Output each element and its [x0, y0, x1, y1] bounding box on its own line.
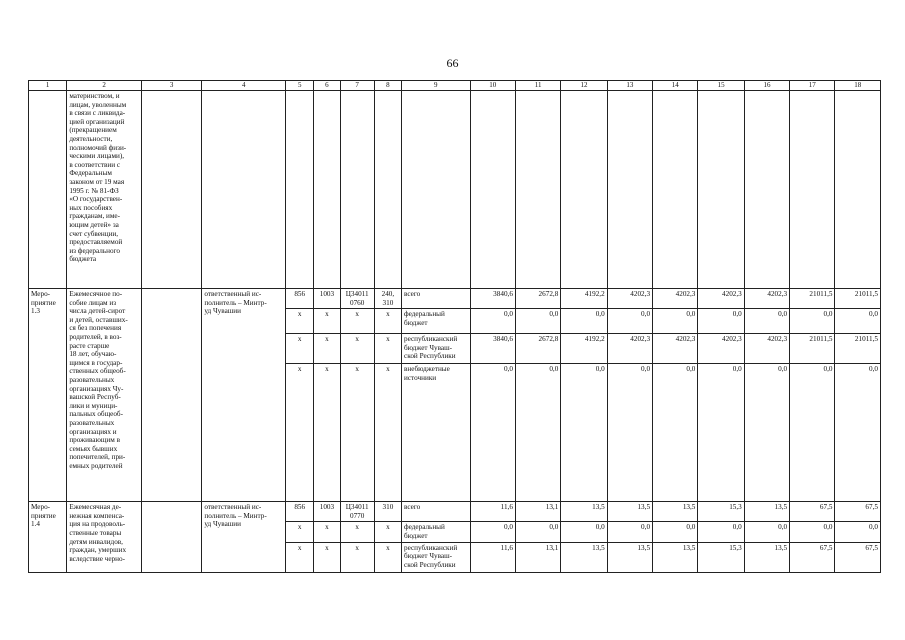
funding-value: 4202,3 [607, 289, 652, 309]
expense-type-code: x [374, 364, 401, 502]
funding-value: 13,5 [607, 542, 652, 572]
column-number-5: 5 [286, 81, 314, 91]
funding-value: 0,0 [607, 364, 652, 502]
funding-value: 21011,5 [835, 289, 881, 309]
program-table [28, 80, 881, 573]
target-article-code: x [340, 309, 374, 334]
column-number-1: 1 [29, 81, 67, 91]
expense-type-code: x [374, 334, 401, 364]
funding-value: 13,5 [561, 502, 607, 522]
funding-value: 4202,3 [607, 334, 652, 364]
continuation-cell-12 [561, 91, 607, 289]
funding-value: 0,0 [835, 309, 881, 334]
funding-value: 3840,6 [470, 289, 515, 309]
funding-value: 67,5 [835, 542, 881, 572]
funding-value: 67,5 [835, 502, 881, 522]
funding-value: 13,1 [515, 502, 560, 522]
section-code: x [314, 542, 340, 572]
section-code: x [314, 364, 340, 502]
continuation-cell-10 [470, 91, 515, 289]
continuation-cell-13 [607, 91, 652, 289]
funding-value: 0,0 [698, 364, 744, 502]
funding-value: 0,0 [744, 309, 789, 334]
funding-value: 21011,5 [790, 289, 835, 309]
funding-value: 0,0 [698, 522, 744, 542]
funding-value: 21011,5 [790, 334, 835, 364]
funding-value: 0,0 [653, 309, 698, 334]
funding-source: республиканский бюджет Чуваш- ской Республики [402, 334, 471, 364]
funding-value: 4202,3 [744, 334, 789, 364]
column-number-14: 14 [653, 81, 698, 91]
funding-value: 0,0 [790, 522, 835, 542]
funding-value: 15,3 [698, 542, 744, 572]
measure-executor: ответственный ис- полнитель – Минтр- уд Чувашии [202, 289, 286, 502]
measure-executor: ответственный ис- полнитель – Минтр- уд Чувашии [202, 502, 286, 572]
funding-value: 0,0 [561, 522, 607, 542]
column-number-9: 9 [402, 81, 471, 91]
continuation-cell-4 [202, 91, 286, 289]
column-number-6: 6 [314, 81, 340, 91]
expense-type-code: x [374, 522, 401, 542]
expense-type-code: 240, 310 [374, 289, 401, 309]
column-number-13: 13 [607, 81, 652, 91]
section-code: x [314, 334, 340, 364]
continuation-cell-15 [698, 91, 744, 289]
funding-value: 0,0 [561, 364, 607, 502]
continuation-cell-7 [340, 91, 374, 289]
funding-value: 13,5 [653, 502, 698, 522]
section-code: x [314, 522, 340, 542]
measure-1-row [29, 289, 881, 309]
expense-type-code: x [374, 309, 401, 334]
funding-value: 11,6 [470, 542, 515, 572]
funding-value: 67,5 [790, 502, 835, 522]
continuation-row [29, 91, 881, 289]
target-article-code: x [340, 522, 374, 542]
continuation-cell-6 [314, 91, 340, 289]
column-number-4: 4 [202, 81, 286, 91]
continuation-cell-17 [790, 91, 835, 289]
expense-type-code: x [374, 542, 401, 572]
funding-value: 11,6 [470, 502, 515, 522]
page-number: 66 [446, 56, 459, 70]
funding-value: 0,0 [470, 309, 515, 334]
grbs-code: x [286, 542, 314, 572]
funding-source: республиканский бюджет Чуваш- ской Республики [402, 542, 471, 572]
column-number-3: 3 [141, 81, 201, 91]
funding-value: 2672,8 [515, 334, 560, 364]
column-number-row [29, 81, 881, 91]
target-article-code: Ц34011 0770 [340, 502, 374, 522]
funding-value: 15,3 [698, 502, 744, 522]
funding-value: 0,0 [744, 364, 789, 502]
column-number-15: 15 [698, 81, 744, 91]
measure-col3 [141, 289, 201, 502]
measure-col3 [141, 502, 201, 572]
funding-source: федеральный бюджет [402, 522, 471, 542]
column-number-16: 16 [744, 81, 789, 91]
funding-value: 13,5 [744, 542, 789, 572]
continuation-cell-11 [515, 91, 560, 289]
funding-value: 4202,3 [653, 334, 698, 364]
funding-value: 13,5 [561, 542, 607, 572]
target-article-code: x [340, 364, 374, 502]
continuation-cell-14 [653, 91, 698, 289]
continuation-cell-5 [286, 91, 314, 289]
funding-value: 4192,2 [561, 289, 607, 309]
funding-value: 4192,2 [561, 334, 607, 364]
measure-description: Ежемесячное по- собие лицам из числа детей-сирот и детей, оставших- ся без попечения родителей, в воз- расте старше 18 лет, обучаю- щимся в государ- ственных общеоб- разовательных организациях Чу- вашской Респуб- лики и муници- пальных общеоб- разовательных организациях и проживающим в семьях бывших попечителей, при- емных родителей [67, 289, 142, 502]
funding-value: 3840,6 [470, 334, 515, 364]
funding-value: 0,0 [470, 522, 515, 542]
continuation-cell-16 [744, 91, 789, 289]
funding-source: внебюджетные источники [402, 364, 471, 502]
column-number-2: 2 [67, 81, 142, 91]
column-number-17: 17 [790, 81, 835, 91]
funding-value: 4202,3 [653, 289, 698, 309]
continuation-cell-3 [141, 91, 201, 289]
grbs-code: x [286, 364, 314, 502]
funding-source: всего [402, 502, 471, 522]
column-number-10: 10 [470, 81, 515, 91]
continuation-cell-18 [835, 91, 881, 289]
funding-value: 0,0 [653, 522, 698, 542]
funding-value: 0,0 [470, 364, 515, 502]
funding-value: 2672,8 [515, 289, 560, 309]
section-code: x [314, 309, 340, 334]
measure-label: Меро- приятие 1.4 [29, 502, 67, 572]
funding-value: 4202,3 [744, 289, 789, 309]
funding-value: 0,0 [835, 522, 881, 542]
funding-value: 21011,5 [835, 334, 881, 364]
grbs-code: x [286, 309, 314, 334]
continuation-cell-9 [402, 91, 471, 289]
grbs-code: 856 [286, 289, 314, 309]
funding-value: 0,0 [653, 364, 698, 502]
funding-value: 13,5 [744, 502, 789, 522]
grbs-code: x [286, 522, 314, 542]
target-article-code: x [340, 542, 374, 572]
funding-value: 0,0 [607, 309, 652, 334]
column-number-18: 18 [835, 81, 881, 91]
continuation-description: материнством, и лицам, уволенным в связи с ликвида- цией организаций (прекращением деятельности, полномочий физи- ческими лицами), в соответствии с Федеральным законом от 19 мая 1995 г. № 81-ФЗ «О государствен- ных пособиях гражданам, име- ющим детей» за счет субвенции, предоставляемой из федерального бюджета [67, 91, 142, 289]
funding-value: 0,0 [698, 309, 744, 334]
funding-value: 0,0 [607, 522, 652, 542]
funding-source: всего [402, 289, 471, 309]
funding-value: 13,5 [653, 542, 698, 572]
funding-value: 13,1 [515, 542, 560, 572]
section-code: 1003 [314, 289, 340, 309]
measure-2-row [29, 502, 881, 522]
funding-value: 0,0 [790, 364, 835, 502]
funding-value: 0,0 [515, 522, 560, 542]
funding-value: 0,0 [515, 309, 560, 334]
target-article-code: x [340, 334, 374, 364]
funding-value: 13,5 [607, 502, 652, 522]
grbs-code: x [286, 334, 314, 364]
section-code: 1003 [314, 502, 340, 522]
column-number-12: 12 [561, 81, 607, 91]
expense-type-code: 310 [374, 502, 401, 522]
funding-value: 0,0 [515, 364, 560, 502]
funding-value: 4202,3 [698, 334, 744, 364]
funding-value: 67,5 [790, 542, 835, 572]
continuation-cell-1 [29, 91, 67, 289]
funding-source: федеральный бюджет [402, 309, 471, 334]
measure-label: Меро- приятие 1.3 [29, 289, 67, 502]
continuation-cell-8 [374, 91, 401, 289]
funding-value: 0,0 [835, 364, 881, 502]
target-article-code: Ц34011 0760 [340, 289, 374, 309]
column-number-7: 7 [340, 81, 374, 91]
funding-value: 0,0 [561, 309, 607, 334]
grbs-code: 856 [286, 502, 314, 522]
measure-description: Ежемесячная де- нежная компенса- ция на продоволь- ственные товары детям инвалидов, граждан, умерших вследствие черно- [67, 502, 142, 572]
funding-value: 0,0 [744, 522, 789, 542]
funding-value: 4202,3 [698, 289, 744, 309]
funding-value: 0,0 [790, 309, 835, 334]
column-number-11: 11 [515, 81, 560, 91]
column-number-8: 8 [374, 81, 401, 91]
